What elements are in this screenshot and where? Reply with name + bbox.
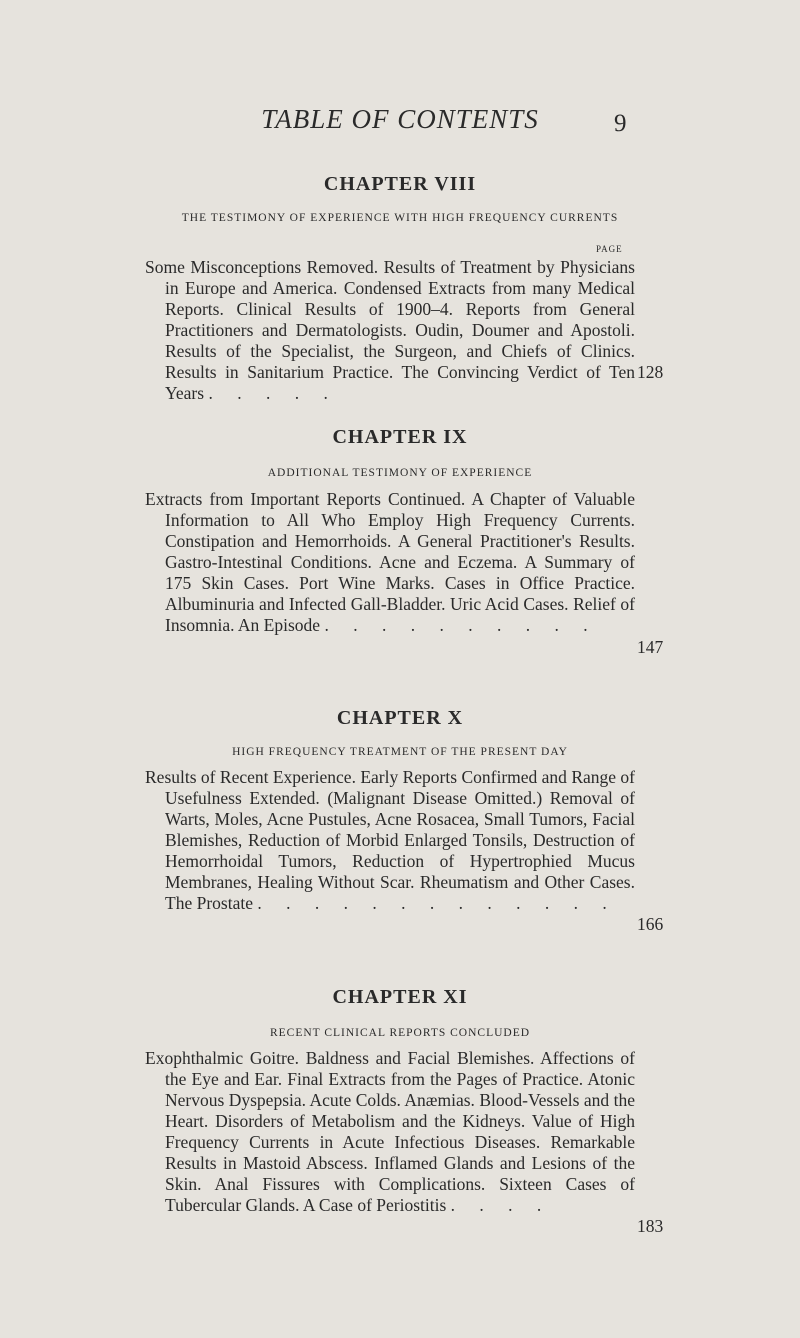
chapter-x: [0, 706, 800, 760]
chapter-subtitle: HIGH FREQUENCY TREATMENT OF THE PRESENT DAY: [232, 746, 568, 758]
chapter-xi: [0, 985, 800, 1041]
chapter-summary: [145, 489, 635, 636]
chapter-page-number: 166: [637, 914, 664, 934]
summary-text: Exophthalmic Goitre. Baldness and Facial Blemishes. Affections of the Eye and Ear. Final Extracts from the Pages of Practice. Atonic Nervous Dyspepsia. Acute Colds. Anæmias. Blood-Vessels and the Heart. Disorders of Metabolism and the Kidneys. Value of High Frequency Currents in Acute Infectious Diseases. Remarkable Results in Mastoid Abscess. Inflamed Glands and Lesions of the Skin. Anal Fissures with Complications. Sixteen Cases of Tubercular Glands. A Case of Periostitis: [145, 1048, 635, 1215]
dot-leaders: . . . .: [450, 1195, 552, 1215]
chapter-summary: [145, 1048, 635, 1216]
page-number: 9: [614, 110, 627, 137]
summary-text: Some Misconceptions Removed. Results of Treatment by Physicians in Europe and America. Condensed Extracts from many Medical Reports. Clinical Results of 1900–4. Reports from General Practitioners and Dermatologists. Oudin, Doumer and Apostoli. Results of the Specialist, the Surgeon, and Chiefs of Clinics. Results in Sanitarium Practice. The Convincing Verdict of Ten Years: [145, 257, 635, 403]
dot-leaders: . . . . . . . . . .: [324, 615, 598, 635]
summary-text: Results of Recent Experience. Early Reports Confirmed and Range of Usefulness Extended. (Malignant Disease Omitted.) Removal of Warts, Moles, Acne Pustules, Acne Rosacea, Small Tumors, Facial Blemishes, Reduction of Morbid Enlarged Tonsils, Destruction of Hemorrhoidal Tumors, Reduction of Hypertrophied Mucus Membranes, Healing Without Scar. Rheumatism and Other Cases. The Prostate: [145, 767, 635, 913]
dot-leaders: . . . . .: [208, 383, 338, 403]
page-column-label: PAGE: [596, 244, 623, 254]
chapter-summary: [145, 257, 635, 404]
chapter-subtitle: RECENT CLINICAL REPORTS CONCLUDED: [269, 1027, 531, 1039]
chapter-summary: [145, 767, 635, 914]
chapter-viii: [0, 172, 800, 226]
dot-leaders: . . . . . . . . . . . . .: [257, 893, 617, 913]
summary-text: Extracts from Important Reports Continued. A Chapter of Valuable Information to All Who Employ High Frequency Currents. Constipation and Hemorrhoids. A General Practitioner's Results. Gastro-Intestinal Conditions. Acne and Eczema. A Summary of 175 Skin Cases. Port Wine Marks. Cases in Office Practice. Albuminuria and Infected Gall-Bladder. Uric Acid Cases. Relief of Insomnia. An Episode: [145, 489, 635, 635]
chapter-heading: CHAPTER IX: [332, 426, 468, 448]
chapter-heading: CHAPTER X: [336, 707, 464, 729]
chapter-ix: [0, 425, 800, 481]
chapter-heading: CHAPTER VIII: [323, 173, 477, 195]
running-head: [0, 104, 800, 144]
chapter-subtitle: ADDITIONAL TESTIMONY OF EXPERIENCE: [267, 467, 533, 479]
running-title: TABLE OF CONTENTS: [261, 104, 539, 134]
chapter-page-number: 128: [637, 362, 664, 382]
chapter-subtitle: THE TESTIMONY OF EXPERIENCE WITH HIGH FREQUENCY CURRENTS: [181, 212, 619, 224]
chapter-page-number: 147: [637, 637, 664, 657]
chapter-heading: CHAPTER XI: [332, 986, 468, 1008]
chapter-page-number: 183: [637, 1216, 664, 1236]
